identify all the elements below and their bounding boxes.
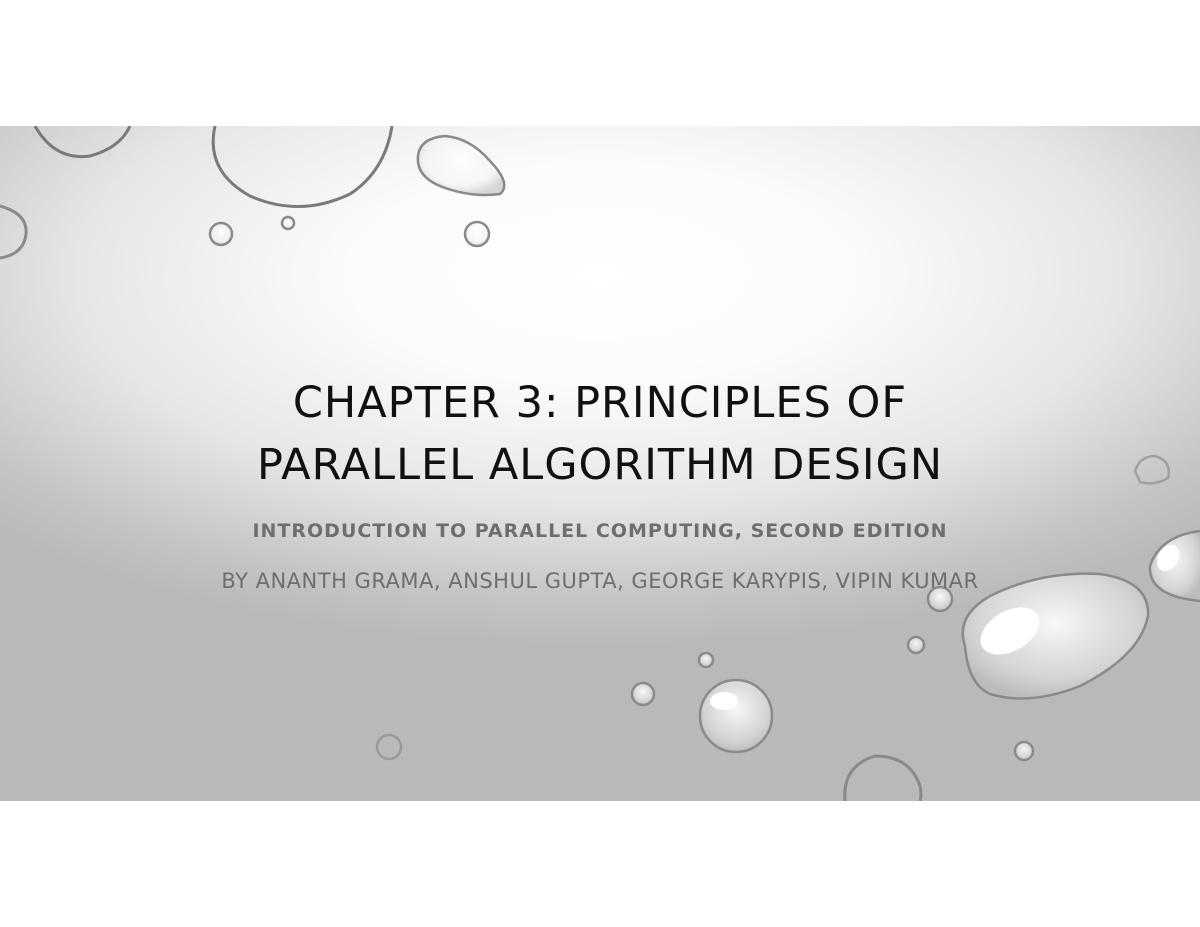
droplet: [1150, 531, 1200, 601]
droplet: [35, 126, 130, 157]
droplet: [282, 217, 294, 229]
bottom-right-droplets: [377, 456, 1200, 801]
droplet: [377, 735, 401, 759]
droplet: [213, 126, 392, 207]
title-line-2: PARALLEL ALGORITHM DESIGN: [256, 440, 944, 490]
authors-line: BY ANANTH GRAMA, ANSHUL GUPTA, GEORGE KARYPIS, VIPIN KUMAR: [221, 569, 979, 593]
droplet: [465, 222, 489, 246]
title-slide: [0, 126, 1200, 801]
droplet-highlight: [710, 692, 738, 710]
book-subtitle: INTRODUCTION TO PARALLEL COMPUTING, SECOND EDITION: [252, 520, 948, 542]
droplet: [418, 136, 504, 195]
top-left-droplets: [0, 126, 504, 258]
droplet: [845, 756, 921, 801]
droplet: [632, 683, 654, 705]
droplet: [0, 206, 26, 258]
droplet: [699, 653, 713, 667]
slide-title: [100, 372, 1100, 496]
title-line-1: CHAPTER 3: PRINCIPLES OF: [292, 378, 908, 428]
droplet: [700, 680, 772, 752]
droplet: [1135, 456, 1169, 483]
droplet: [908, 637, 924, 653]
droplet: [210, 223, 232, 245]
droplet: [1015, 742, 1033, 760]
